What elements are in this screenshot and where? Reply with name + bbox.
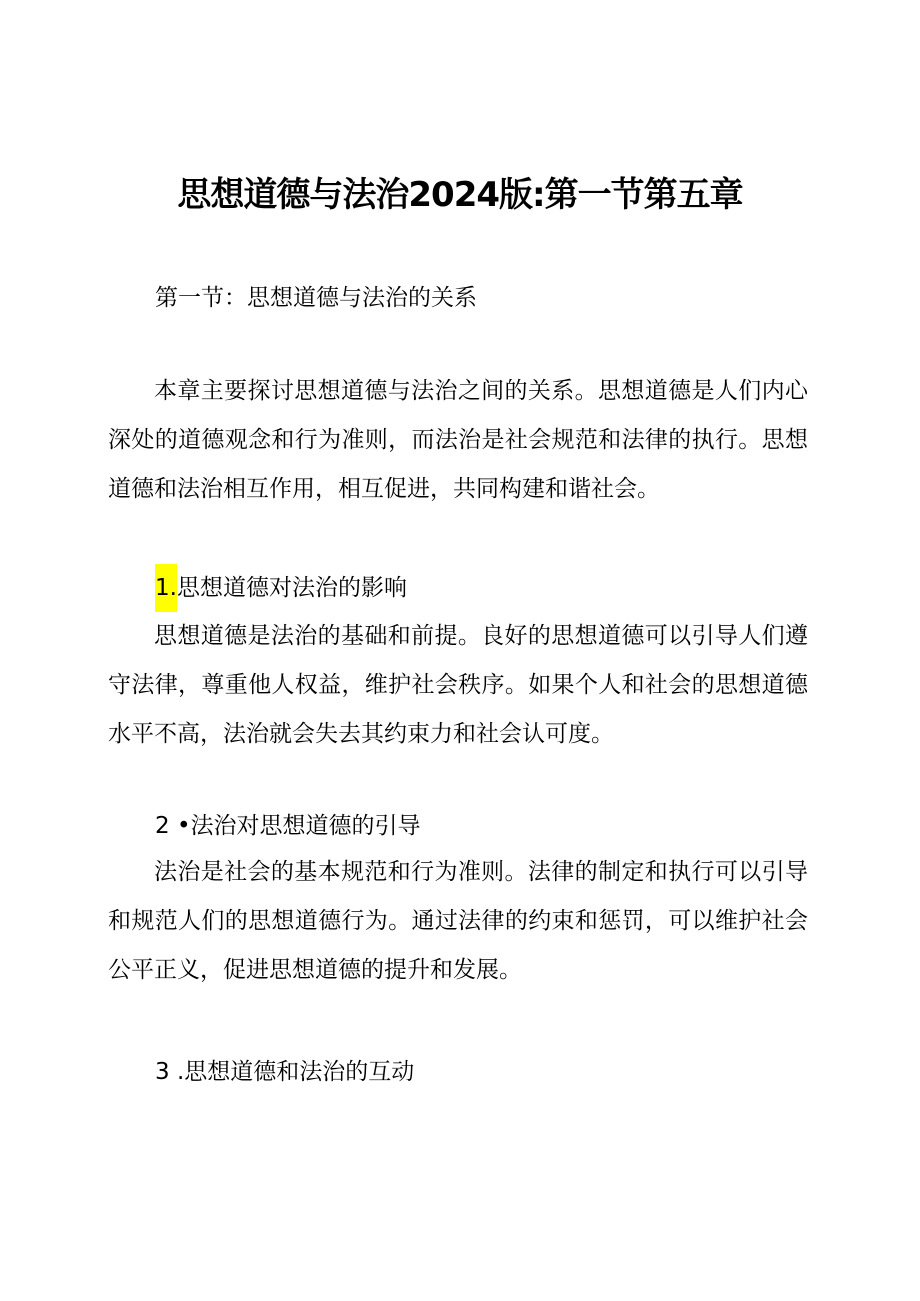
point-1-heading-text: 思想道德对法治的影响 <box>176 575 407 601</box>
intro-paragraph: 本章主要探讨思想道德与法治之间的关系。思想道德是人们内心深处的道德观念和行为准则，而法治是社会规范和法律的执行。思想道德和法治相互作用，相互促进，共同构建和谐社会。 <box>108 378 808 502</box>
point-2-number: 2 • <box>155 813 191 839</box>
point-3-heading <box>155 1054 414 1090</box>
page-title: 思想道德与法治2024版:第一节第五章 <box>177 175 743 215</box>
point-3-heading-text: 思想道德和法治的互动 <box>184 1059 415 1085</box>
section-heading: 第一节：思想道德与法治的关系 <box>155 285 477 311</box>
point-1-heading <box>155 564 407 612</box>
point-3-number: 3 . <box>155 1059 185 1085</box>
point-2-heading <box>155 808 421 844</box>
point-1-number-highlighted: 1. <box>155 564 177 612</box>
point-2-heading-text: 法治对思想道德的引导 <box>190 813 421 839</box>
point-2-paragraph: 法治是社会的基本规范和行为准则。法律的制定和执行可以引导和规范人们的思想道德行为。通过法律的约束和惩罚，可以维护社会公平正义，促进思想道德的提升和发展。 <box>108 859 808 983</box>
point-1-paragraph: 思想道德是法治的基础和前提。良好的思想道德可以引导人们遵守法律，尊重他人权益，维护社会秩序。如果个人和社会的思想道德水平不高，法治就会失去其约束力和社会认可度。 <box>108 623 808 747</box>
